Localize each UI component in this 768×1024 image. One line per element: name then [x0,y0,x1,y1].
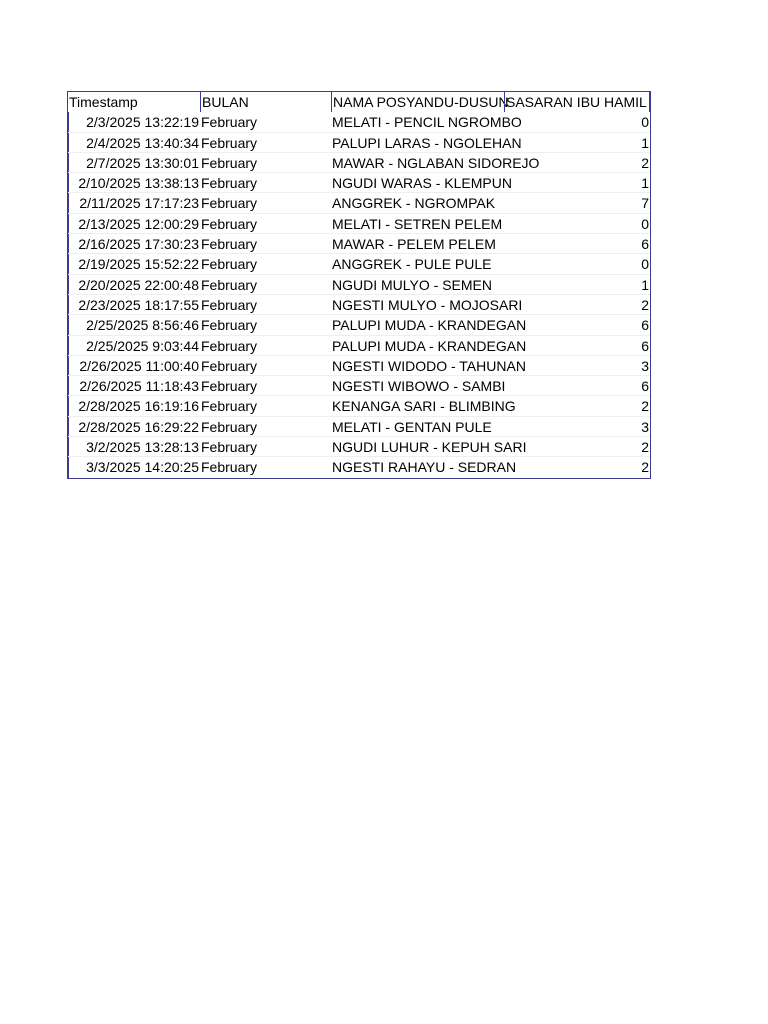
cell-nama-posyandu: PALUPI MUDA - KRANDEGAN [332,337,527,354]
cell-bulan: February [201,296,258,313]
cell-sasaran-ibu-hamil: 0 [641,215,649,232]
cell-bulan: February [201,134,258,151]
cell-nama-posyandu: NGUDI MULYO - SEMEN [332,276,492,293]
cell-timestamp: 2/26/2025 11:18:43 [68,376,200,395]
header-bulan: BULAN [200,92,331,112]
table-row [68,254,650,274]
cell-bulan: February [201,418,258,435]
cell-nama-posyandu: PALUPI MUDA - KRANDEGAN [332,317,527,334]
cell-timestamp: 2/3/2025 13:22:19 [68,112,200,131]
cell-bulan: February [201,195,258,212]
table-row [68,112,650,132]
header-nama-posyandu: NAMA POSYANDU-DUSUN [331,92,504,112]
cell-nama-posyandu: NGUDI WARAS - KLEMPUN [332,175,512,192]
cell-bulan: February [201,276,258,293]
table-row [68,376,650,396]
table-row [68,153,650,173]
cell-bulan: February [201,378,258,395]
cell-timestamp: 2/20/2025 22:00:48 [68,275,200,294]
cell-bulan: February [201,114,258,131]
cell-bulan: February [201,317,258,334]
table-row [68,315,650,335]
cell-nama-posyandu: MELATI - PENCIL NGROMBO [332,114,522,131]
cell-timestamp: 2/23/2025 18:17:55 [68,295,200,314]
cell-nama-posyandu: NGESTI WIDODO - TAHUNAN [332,357,526,374]
cell-bulan: February [201,154,258,171]
cell-sasaran-ibu-hamil: 2 [641,154,649,171]
cell-timestamp: 2/25/2025 9:03:44 [68,336,200,355]
cell-sasaran-ibu-hamil: 2 [641,459,649,476]
table-row [68,457,650,477]
cell-nama-posyandu: ANGGREK - NGROMPAK [332,195,496,212]
table-row [68,356,650,376]
cell-nama-posyandu: KENANGA SARI - BLIMBING [332,398,516,415]
cell-timestamp: 2/16/2025 17:30:23 [68,234,200,253]
cell-bulan: February [201,439,258,456]
cell-sasaran-ibu-hamil: 1 [641,276,649,293]
table-row [68,275,650,295]
header-sasaran-ibu-hamil: SASARAN IBU HAMIL [504,92,650,112]
cell-bulan: February [201,459,258,476]
cell-sasaran-ibu-hamil: 7 [641,195,649,212]
cell-nama-posyandu: MAWAR - PELEM PELEM [332,236,496,253]
cell-timestamp: 2/7/2025 13:30:01 [68,153,200,172]
cell-bulan: February [201,337,258,354]
cell-sasaran-ibu-hamil: 6 [641,317,649,334]
cell-timestamp: 2/10/2025 13:38:13 [68,173,200,192]
cell-timestamp: 2/4/2025 13:40:34 [68,133,200,152]
cell-timestamp: 2/19/2025 15:52:22 [68,254,200,273]
cell-timestamp: 2/28/2025 16:29:22 [68,417,200,436]
cell-timestamp: 3/3/2025 14:20:25 [68,457,200,477]
cell-sasaran-ibu-hamil: 3 [641,357,649,374]
header-row [68,92,650,112]
cell-bulan: February [201,256,258,273]
table-row [68,214,650,234]
cell-timestamp: 2/25/2025 8:56:46 [68,315,200,334]
cell-nama-posyandu: MELATI - SETREN PELEM [332,215,503,232]
cell-bulan: February [201,357,258,374]
cell-sasaran-ibu-hamil: 0 [641,114,649,131]
cell-timestamp: 2/28/2025 16:19:16 [68,396,200,415]
cell-sasaran-ibu-hamil: 0 [641,256,649,273]
cell-nama-posyandu: ANGGREK - PULE PULE [332,256,492,273]
table-row [68,234,650,254]
cell-nama-posyandu: MELATI - GENTAN PULE [332,418,492,435]
cell-timestamp: 3/2/2025 13:28:13 [68,437,200,456]
cell-nama-posyandu: NGESTI RAHAYU - SEDRAN [332,459,517,476]
table-row [68,193,650,213]
cell-nama-posyandu: PALUPI LARAS - NGOLEHAN [332,134,522,151]
cell-nama-posyandu: NGESTI MULYO - MOJOSARI [332,296,523,313]
cell-bulan: February [201,175,258,192]
cell-sasaran-ibu-hamil: 2 [641,296,649,313]
cell-bulan: February [201,236,258,253]
cell-bulan: February [201,215,258,232]
table-row [68,396,650,416]
cell-sasaran-ibu-hamil: 2 [641,398,649,415]
cell-timestamp: 2/13/2025 12:00:29 [68,214,200,233]
cell-bulan: February [201,398,258,415]
cell-sasaran-ibu-hamil: 6 [641,337,649,354]
table-row [68,437,650,457]
table-row [68,417,650,437]
spreadsheet-table [67,91,651,479]
cell-sasaran-ibu-hamil: 1 [641,134,649,151]
cell-timestamp: 2/11/2025 17:17:23 [68,193,200,212]
cell-sasaran-ibu-hamil: 2 [641,439,649,456]
cell-timestamp: 2/26/2025 11:00:40 [68,356,200,375]
table-body [68,112,650,477]
cell-sasaran-ibu-hamil: 1 [641,175,649,192]
table-row [68,295,650,315]
cell-nama-posyandu: MAWAR - NGLABAN SIDOREJO [332,154,540,171]
header-timestamp: Timestamp [69,94,138,110]
cell-sasaran-ibu-hamil: 6 [641,236,649,253]
cell-sasaran-ibu-hamil: 6 [641,378,649,395]
table-row [68,336,650,356]
cell-nama-posyandu: NGESTI WIBOWO - SAMBI [332,378,506,395]
table-row [68,173,650,193]
table-row [68,133,650,153]
cell-sasaran-ibu-hamil: 3 [641,418,649,435]
cell-nama-posyandu: NGUDI LUHUR - KEPUH SARI [332,439,527,456]
